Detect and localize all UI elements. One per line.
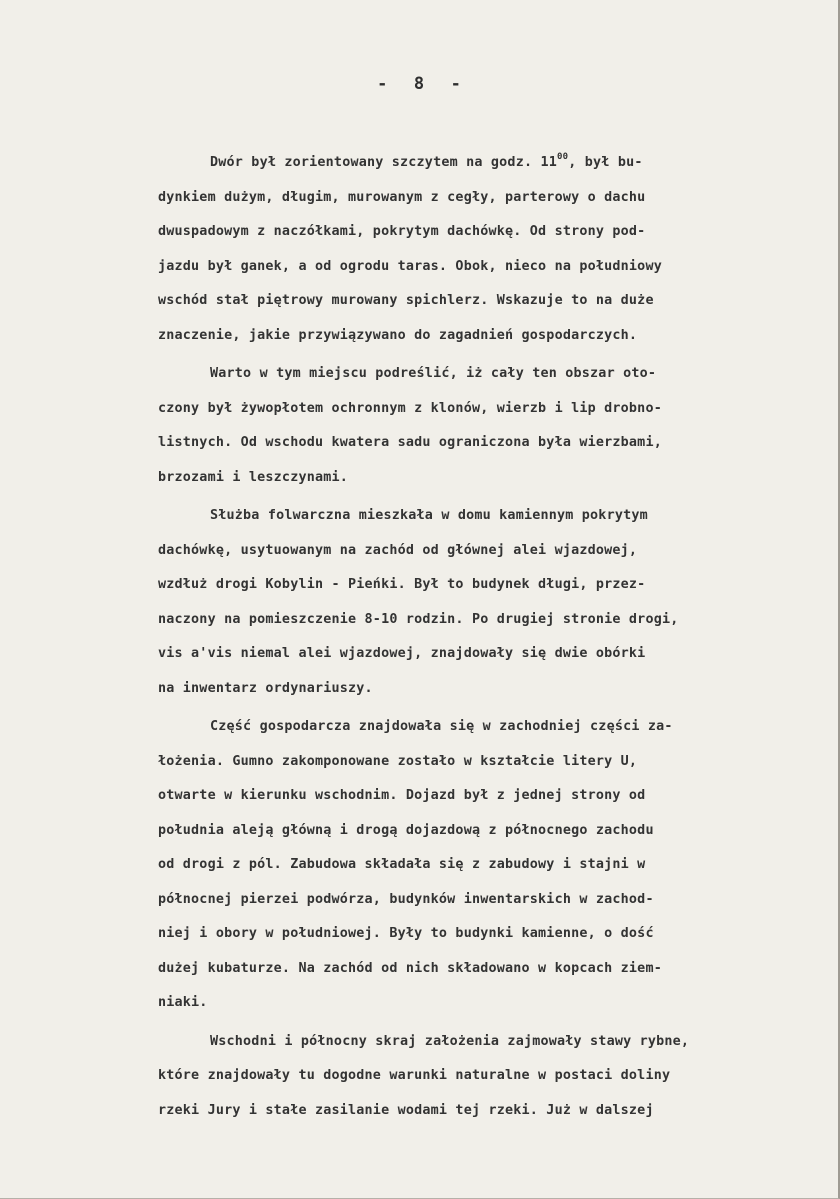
text-line: niaki. [158, 995, 208, 1010]
text-line: dachówkę, usytuowanym na zachód od głównej alei wjazdowej, [158, 542, 638, 558]
text-line [158, 146, 808, 181]
text-fragment: , był bu- [568, 155, 643, 170]
text-line: rzeki Jury i stałe zasilanie wodami tej rzeki. Już w dalszej [158, 1102, 654, 1118]
paragraph [158, 146, 808, 353]
text-line: od drogi z pól. Zabudowa składała się z zabudowy i stajni w [158, 857, 646, 872]
text-line: na inwentarz ordynariuszy. [158, 680, 373, 696]
text-line: Warto w tym miejscu podreślić, iż cały ten obszar oto- [210, 366, 657, 381]
text-line: wschód stał piętrowy murowany spichlerz. Wskazuje to na duże [158, 293, 654, 308]
paragraph [158, 710, 808, 1021]
text-line: naczony na pomieszczenie 8-10 rodzin. Po drugiej stronie drogi, [158, 611, 679, 627]
page-number: - 8 - [377, 74, 463, 94]
paragraph [158, 1025, 808, 1129]
text-fragment: Dwór był zorientowany szczytem na godz. 11 [210, 155, 557, 170]
text-line: jazdu był ganek, a od ogrodu taras. Obok, nieco na południowy [158, 258, 662, 274]
document-body [158, 146, 808, 1128]
superscript: 00 [557, 151, 569, 162]
text-line: vis a'vis niemal alei wjazdowej, znajdowały się dwie obórki [158, 646, 646, 661]
text-line: które znajdowały tu dogodne warunki naturalne w postaci doliny [158, 1068, 671, 1083]
text-line: łożenia. Gumno zakomponowane zostało w kształcie litery U, [158, 753, 638, 769]
text-line: Wschodni i północny skraj założenia zajmowały stawy rybne, [210, 1033, 690, 1049]
text-line: południa aleją główną i drogą dojazdową z północnego zachodu [158, 822, 654, 838]
text-line: czony był żywopłotem ochronnym z klonów, wierzb i lip drobno- [158, 400, 662, 416]
text-line: niej i obory w południowej. Były to budynki kamienne, o dość [158, 926, 654, 941]
text-line: północnej pierzei podwórza, budynków inwentarskich w zachod- [158, 891, 654, 907]
text-line: dwuspadowym z naczółkami, pokrytym dachówkę. Od strony pod- [158, 224, 646, 239]
text-line: dynkiem dużym, długim, murowanym z cegły, parterowy o dachu [158, 189, 646, 205]
text-line: wzdłuż drogi Kobylin - Pieńki. Był to budynek długi, przez- [158, 577, 646, 592]
paragraph [158, 357, 808, 495]
text-line: listnych. Od wschodu kwatera sadu ograniczona była wierzbami, [158, 435, 662, 450]
text-line: znaczenie, jakie przywiązywano do zagadnień gospodarczych. [158, 327, 638, 343]
text-line: otwarte w kierunku wschodnim. Dojazd był z jednej strony od [158, 788, 646, 803]
text-line: Część gospodarcza znajdowała się w zachodniej części za- [210, 719, 673, 734]
text-line: dużej kubaturze. Na zachód od nich składowano w kopcach ziem- [158, 960, 662, 976]
text-line: brzozami i leszczynami. [158, 469, 349, 485]
text-line: Służba folwarczna mieszkała w domu kamiennym pokrytym [210, 508, 648, 523]
paragraph [158, 499, 808, 706]
